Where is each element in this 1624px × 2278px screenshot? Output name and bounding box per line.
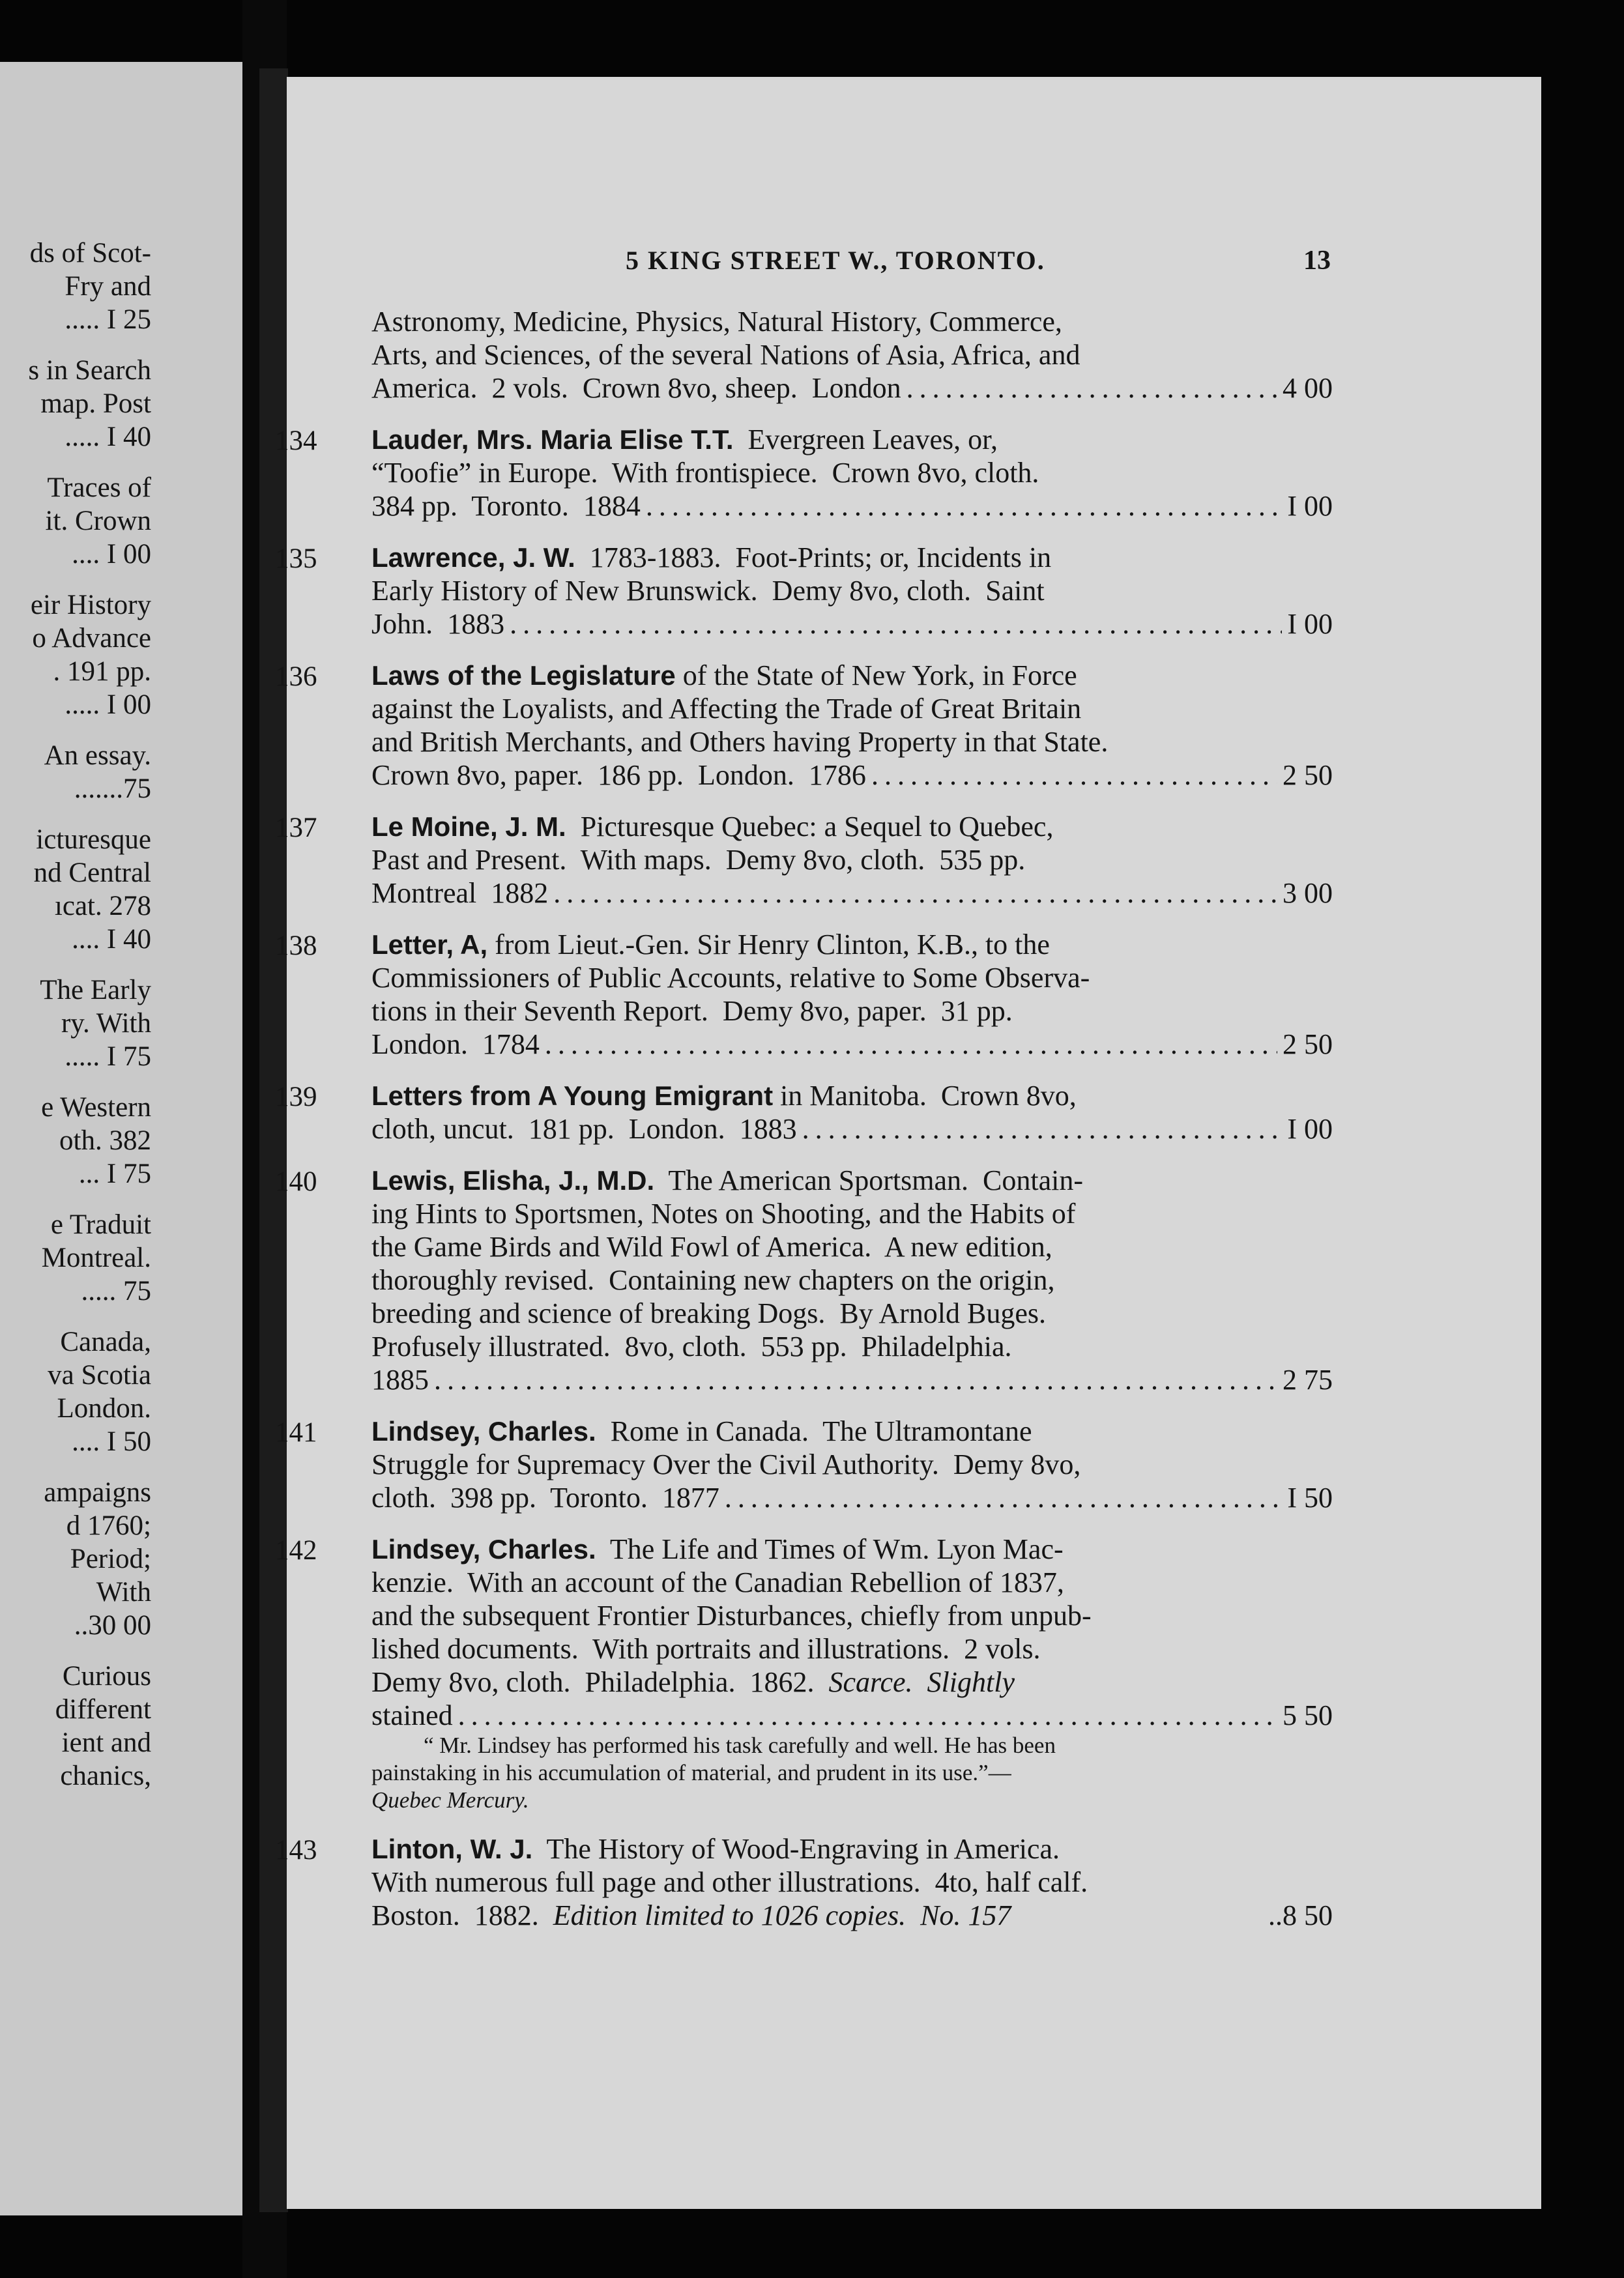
entry-price-line	[371, 1699, 1333, 1732]
entry-number: 136	[275, 661, 317, 692]
left-page-line: eir History	[30, 590, 151, 620]
entry-price: I 00	[1287, 490, 1333, 522]
entry-first-line-text: The American Sportsman. Contain-	[654, 1164, 1083, 1196]
entry-last-line-text: cloth. 398 pp. Toronto. 1877	[371, 1482, 719, 1514]
left-page-line: icturesque	[36, 824, 151, 855]
entry-line-text: breeding and science of breaking Dogs. By Arnold Buges.	[371, 1297, 1046, 1329]
entry-line	[371, 1230, 1333, 1263]
entry-heading: Lindsey, Charles.	[371, 1534, 596, 1564]
entry-line-text: Early History of New Brunswick. Demy 8vo, cloth. Saint	[371, 575, 1045, 607]
left-page-line: ... I 75	[78, 1159, 151, 1189]
entry-price-line	[371, 876, 1333, 910]
leader-dots	[458, 1699, 1277, 1732]
left-page-line: e Traduit	[50, 1209, 151, 1240]
entry-number: 143	[275, 1835, 317, 1866]
left-page-line: ıcat. 278	[54, 891, 151, 921]
entry-price-line	[371, 607, 1333, 641]
entry-number: 138	[275, 930, 317, 961]
entry-price: I 00	[1287, 608, 1333, 640]
leader-dots	[871, 758, 1277, 792]
entry-line	[371, 1330, 1333, 1363]
entry-first-line-text: Rome in Canada. The Ultramontane	[596, 1415, 1032, 1447]
entry-heading: Letters from A Young Emigrant	[371, 1080, 774, 1111]
catalogue-entry	[275, 928, 1333, 1061]
left-page-line: ..... 75	[81, 1276, 151, 1306]
left-page-line: .... I 00	[72, 539, 151, 570]
entry-last-line-text: stained	[371, 1699, 453, 1731]
running-head: 5 KING STREET W., TORONTO.	[626, 246, 1045, 275]
entry-line-text: Struggle for Supremacy Over the Civil Authority. Demy 8vo,	[371, 1449, 1081, 1480]
left-page-line: map. Post	[40, 388, 151, 419]
left-page-line: With	[96, 1577, 151, 1608]
left-page-line: d 1760;	[66, 1510, 151, 1541]
leader-dots	[725, 1481, 1282, 1514]
entry-line-text: Demy 8vo, cloth. Philadelphia. 1862.	[371, 1666, 829, 1698]
left-page-line: oth. 382	[59, 1125, 151, 1156]
entry-last-line-text: Crown 8vo, paper. 186 pp. London. 1786	[371, 759, 866, 791]
leader-dots	[802, 1112, 1283, 1146]
left-page-line: .... I 40	[72, 924, 151, 955]
entry-line	[371, 1197, 1333, 1230]
left-page-line: Canada,	[60, 1327, 151, 1357]
entry-line-text: Commissioners of Public Accounts, relative to Some Observa-	[371, 962, 1090, 994]
entry-quote-source: Quebec Mercury.	[371, 1787, 529, 1813]
catalogue-entry	[275, 1832, 1333, 1932]
entry-line-text: and the subsequent Frontier Disturbances, chiefly from unpub-	[371, 1600, 1092, 1632]
entry-first-line	[275, 1079, 1333, 1112]
entry-price-line	[371, 1028, 1333, 1061]
entry-last-line-text: Boston. 1882.	[371, 1899, 553, 1931]
catalogue-entry	[275, 1164, 1333, 1396]
entry-first-line	[275, 928, 1333, 961]
entry-line	[371, 1263, 1333, 1297]
left-page-line: s in Search	[28, 355, 151, 386]
entry-price: 3 00	[1283, 877, 1333, 909]
left-page-line: ds of Scot-	[29, 238, 151, 268]
entry-line-text: tions in their Seventh Report. Demy 8vo, paper. 31 pp.	[371, 995, 1013, 1027]
leader-dots	[510, 607, 1282, 641]
leader-dots	[434, 1363, 1277, 1396]
entry-price: ..8 50	[1268, 1899, 1333, 1931]
entry-first-line-text: 1783-1883. Foot-Prints; or, Incidents in	[575, 541, 1052, 573]
left-page-line: nd Central	[33, 858, 151, 888]
entry-first-line	[275, 810, 1333, 843]
entry-price-line	[371, 1112, 1333, 1146]
left-page-line: ..... I 00	[65, 689, 151, 720]
entry-number: 140	[275, 1166, 317, 1197]
entry-first-line	[275, 1832, 1333, 1866]
catalogue-entry	[275, 810, 1333, 910]
entry-heading: Lewis, Elisha, J., M.D.	[371, 1165, 655, 1196]
entry-heading: Lauder, Mrs. Maria Elise T.T.	[371, 424, 734, 455]
left-page-line: ..30 00	[74, 1610, 151, 1641]
entry-line-text: Arts, and Sciences, of the several Nations of Asia, Africa, and	[371, 339, 1080, 371]
entry-line-text: lished documents. With portraits and illustrations. 2 vols.	[371, 1633, 1041, 1665]
entry-line-italic: Scarce. Slightly	[828, 1666, 1015, 1698]
left-page-line: An essay.	[44, 740, 151, 771]
entry-heading: Linton, W. J.	[371, 1834, 533, 1864]
entry-price: 2 75	[1283, 1364, 1333, 1396]
left-page-line: ..... I 75	[65, 1041, 151, 1072]
entry-price-line	[371, 1899, 1333, 1932]
entry-line-text: against the Loyalists, and Affecting the Trade of Great Britain	[371, 693, 1082, 725]
left-page-line: .......75	[74, 773, 151, 804]
leader-dots	[646, 489, 1282, 523]
entry-line	[371, 1599, 1333, 1632]
entry-heading: Lindsey, Charles.	[371, 1416, 596, 1447]
entry-line-text: With numerous full page and other illustrations. 4to, half calf.	[371, 1866, 1088, 1898]
left-page-line: o Advance	[32, 623, 151, 654]
entry-last-line-text: 1885	[371, 1364, 429, 1396]
left-page-line: ..... I 40	[65, 422, 151, 452]
entry-last-line-text: America. 2 vols. Crown 8vo, sheep. London	[371, 372, 901, 404]
catalogue-entry	[275, 541, 1333, 641]
entry-first-line-text: Picturesque Quebec: a Sequel to Quebec,	[566, 811, 1054, 843]
entry-line	[371, 961, 1333, 994]
entry-line-text: ing Hints to Sportsmen, Notes on Shooting, and the Habits of	[371, 1198, 1076, 1230]
entry-line-text: kenzie. With an account of the Canadian Rebellion of 1837,	[371, 1566, 1064, 1598]
entry-price: 2 50	[1283, 759, 1333, 791]
entry-price: I 50	[1287, 1482, 1333, 1514]
entry-line	[371, 338, 1333, 371]
entry-price-line	[371, 489, 1333, 523]
entry-price: 2 50	[1283, 1028, 1333, 1060]
entry-first-line-text: The Life and Times of Wm. Lyon Mac-	[596, 1533, 1064, 1565]
entry-last-line-text: cloth, uncut. 181 pp. London. 1883	[371, 1113, 797, 1145]
left-page-fragment	[0, 62, 242, 2215]
left-page-line: Fry and	[65, 271, 151, 302]
left-page-line: .... I 50	[72, 1426, 151, 1457]
catalogue-entries	[275, 305, 1333, 1950]
entry-line	[371, 725, 1333, 758]
entry-line	[371, 843, 1333, 876]
entry-last-line-text: London. 1784	[371, 1028, 540, 1060]
entry-number: 137	[275, 813, 317, 843]
entry-price-line	[371, 1363, 1333, 1396]
entry-first-line	[275, 659, 1333, 692]
entry-line	[371, 456, 1333, 489]
entry-price: 4 00	[1283, 372, 1333, 404]
entry-last-line-italic: Edition limited to 1026 copies. No. 157	[553, 1899, 1011, 1931]
left-page-line: different	[55, 1694, 151, 1725]
entry-first-line	[275, 541, 1333, 574]
entry-first-line-text: The History of Wood-Engraving in America.	[532, 1833, 1060, 1865]
left-page-line: Montreal.	[41, 1243, 151, 1273]
entry-price-line	[371, 371, 1333, 405]
entry-heading: Lawrence, J. W.	[371, 542, 575, 573]
left-page-line: ient and	[61, 1727, 151, 1758]
entry-first-line	[275, 1533, 1333, 1566]
entry-last-line-text: Montreal 1882	[371, 877, 549, 909]
entry-line	[371, 1632, 1333, 1665]
catalogue-entry	[275, 659, 1333, 792]
entry-line-text: Astronomy, Medicine, Physics, Natural History, Commerce,	[371, 306, 1062, 338]
left-page-line: va Scotia	[48, 1360, 151, 1391]
entry-line	[371, 692, 1333, 725]
entry-first-line-text: from Lieut.-Gen. Sir Henry Clinton, K.B., to the	[487, 929, 1050, 960]
left-page-line: Period;	[70, 1544, 151, 1574]
entry-line-text: Past and Present. With maps. Demy 8vo, cloth. 535 pp.	[371, 844, 1026, 876]
left-page-line: ry. With	[61, 1008, 151, 1039]
entry-last-line-text: John. 1883	[371, 608, 505, 640]
left-page-line: chanics,	[60, 1761, 151, 1791]
catalogue-entry	[275, 1533, 1333, 1814]
entry-quote-line: “ Mr. Lindsey has performed his task carefully and well. He has been	[424, 1733, 1056, 1758]
entry-number: 142	[275, 1535, 317, 1566]
entry-first-line	[275, 1164, 1333, 1197]
entry-first-line-text: in Manitoba. Crown 8vo,	[773, 1080, 1077, 1112]
left-page-line: Traces of	[47, 472, 151, 503]
catalogue-entry	[275, 423, 1333, 523]
entry-line	[371, 1448, 1333, 1481]
entry-first-line-text: of the State of New York, in Force	[675, 659, 1077, 691]
leader-dots	[553, 876, 1277, 910]
left-page-line: it. Crown	[45, 506, 151, 536]
page-number: 13	[1303, 246, 1331, 276]
entry-heading: Le Moine, J. M.	[371, 811, 566, 842]
left-page-line: Curious	[62, 1661, 151, 1692]
entry-line-text: thoroughly revised. Containing new chapters on the origin,	[371, 1264, 1055, 1296]
entry-line	[371, 1566, 1333, 1599]
entry-line	[371, 1866, 1333, 1899]
entry-first-line	[275, 1415, 1333, 1448]
entry-number: 135	[275, 543, 317, 574]
entry-line	[371, 574, 1333, 607]
entry-quote-line: painstaking in his accumulation of material, and prudent in its use.”—	[371, 1760, 1011, 1785]
catalogue-entry	[371, 305, 1333, 405]
book-gutter-edge	[259, 68, 288, 2212]
left-page-line: London.	[57, 1393, 151, 1424]
catalogue-entry	[275, 1415, 1333, 1514]
entry-price-line	[371, 1481, 1333, 1514]
entry-number: 139	[275, 1082, 317, 1112]
entry-first-line-text: Evergreen Leaves, or,	[733, 424, 998, 455]
entry-line	[371, 994, 1333, 1028]
left-page-line: ..... I 25	[65, 304, 151, 335]
entry-price: I 00	[1287, 1113, 1333, 1145]
entry-price-line	[371, 758, 1333, 792]
left-page-line: ampaigns	[44, 1477, 151, 1508]
entry-line-text: “Toofie” in Europe. With frontispiece. Crown 8vo, cloth.	[371, 457, 1039, 489]
left-page-line: The Early	[40, 975, 151, 1005]
entry-price: 5 50	[1283, 1699, 1333, 1731]
left-page-line: . 191 pp.	[53, 656, 151, 687]
left-page-line: e Western	[41, 1092, 151, 1123]
entry-line-text: and British Merchants, and Others having Property in that State.	[371, 726, 1109, 758]
entry-line-text: Profusely illustrated. 8vo, cloth. 553 pp. Philadelphia.	[371, 1331, 1012, 1362]
entry-heading: Laws of the Legislature	[371, 660, 676, 691]
entry-heading: Letter, A,	[371, 929, 488, 960]
entry-line-text: the Game Birds and Wild Fowl of America. A new edition,	[371, 1231, 1052, 1263]
entry-last-line-text: 384 pp. Toronto. 1884	[371, 490, 641, 522]
entry-line	[371, 1665, 1333, 1699]
entry-number: 134	[275, 425, 317, 456]
catalogue-entry	[275, 1079, 1333, 1146]
entry-line	[371, 1297, 1333, 1330]
entry-number: 141	[275, 1417, 317, 1448]
leader-dots	[906, 371, 1277, 405]
entry-first-line	[275, 423, 1333, 456]
entry-line	[371, 305, 1333, 338]
leader-dots	[545, 1028, 1277, 1061]
